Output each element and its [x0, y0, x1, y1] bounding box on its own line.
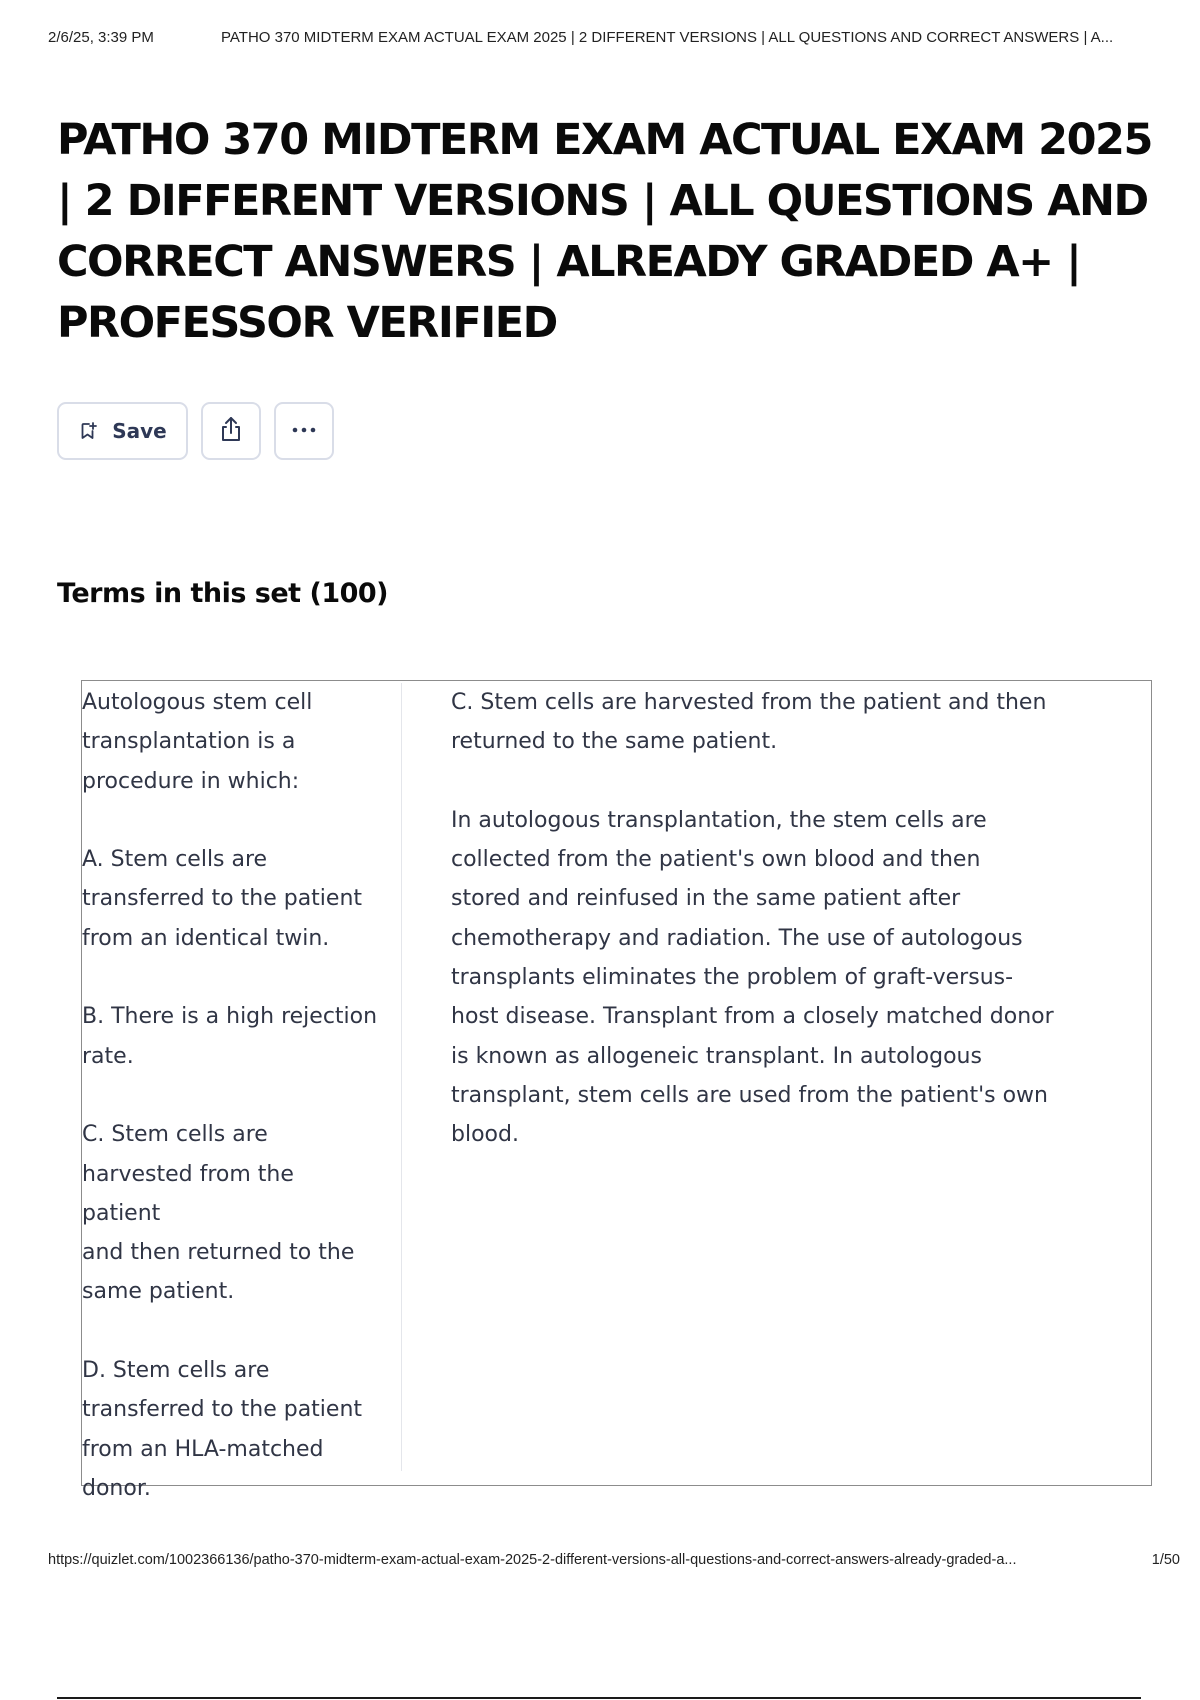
term-card [81, 680, 1152, 1501]
print-footer [48, 1552, 1180, 1572]
term-text: Autologous stem cell transplantation is a procedure in which: A. Stem cells are transferred to the patient from an identical twin. B. There is a high rejection rate. C. Stem cells are harvested from the patient and then returned to the same patient. D. Stem cells are transferred to the patient from an HLA-matched donor. [82, 690, 378, 1501]
page-rule [57, 1697, 1141, 1699]
print-header [48, 29, 1180, 49]
page-number: 1/50 [1151, 1552, 1180, 1568]
bookmark-plus-icon [78, 421, 98, 441]
card-divider [401, 683, 402, 1471]
save-button-label: Save [112, 419, 167, 443]
definition-text: C. Stem cells are harvested from the patient and then returned to the same patient. In autologous transplantation, the stem cells are collected from the patient's own blood and then stored and reinfused in the same patient after chemotherapy and radiation. The use of autologous transplants eliminates the problem of graft-versus- host disease. Transplant from a closely matched donor is known as allogeneic transplant. In autologous transplant, stem cells are used from the patient's own blood. [451, 690, 1054, 1148]
more-horizontal-icon [289, 422, 319, 440]
print-url: https://quizlet.com/1002366136/patho-370-midterm-exam-actual-exam-2025-2-different-versions-all-questions-and-correct-answers-already-graded-a... [48, 1552, 1017, 1568]
print-datetime: 2/6/25, 3:39 PM [48, 29, 154, 46]
more-options-button[interactable] [274, 402, 334, 460]
share-icon [216, 414, 246, 449]
print-document-title: PATHO 370 MIDTERM EXAM ACTUAL EXAM 2025 | 2 DIFFERENT VERSIONS | ALL QUESTIONS AND CORRECT ANSWERS | A... [221, 29, 1114, 46]
page-title: PATHO 370 MIDTERM EXAM ACTUAL EXAM 2025 | 2 DIFFERENT VERSIONS | ALL QUESTIONS AND CORRECT ANSWERS | ALREADY GRADED A+ | PROFESSOR VERIFIED [57, 115, 1152, 348]
save-button[interactable] [57, 402, 188, 460]
share-button[interactable] [201, 402, 261, 460]
terms-heading: Terms in this set (100) [57, 578, 389, 609]
